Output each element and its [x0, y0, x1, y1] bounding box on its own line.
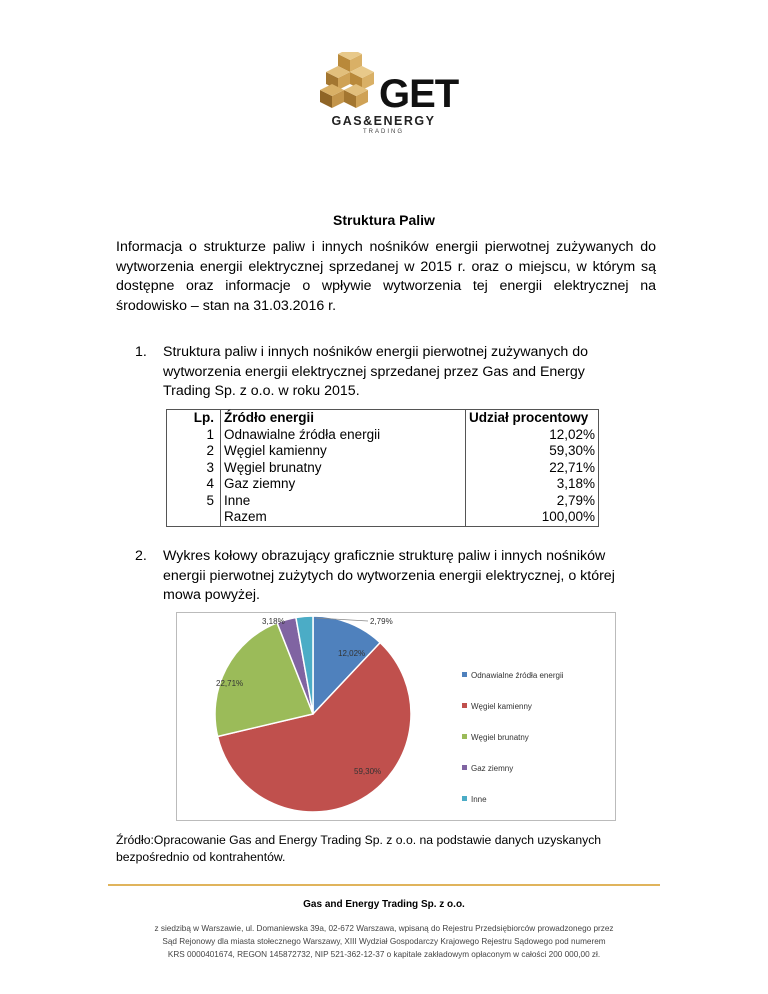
legend-swatch	[462, 796, 467, 801]
cell-lp: 5	[167, 493, 221, 510]
table-header-row	[167, 410, 599, 427]
legend-swatch	[462, 765, 467, 770]
table-row	[167, 460, 599, 477]
table-row	[167, 476, 599, 493]
legend-swatch	[462, 703, 467, 708]
cell-source: Gaz ziemny	[221, 476, 466, 493]
cell-lp: 1	[167, 427, 221, 444]
cell-lp: 3	[167, 460, 221, 477]
list-item-text: Struktura paliw i innych nośników energii pierwotnej zużywanych do wytworzenia energii elektrycznej sprzedanej przez Gas and Energy Trading Sp. z o.o. w roku 2015.	[163, 344, 589, 399]
document-title: Struktura Paliw	[333, 212, 435, 228]
logo-brand: GET	[379, 72, 459, 116]
cell-source: Inne	[221, 493, 466, 510]
cell-lp: 2	[167, 443, 221, 460]
table-row	[167, 443, 599, 460]
footer-line-2: Sąd Rejonowy dla miasta stołecznego Warszawy, XIII Wydział Gospodarczy Krajowego Rejestru Sądowego pod numerem	[162, 937, 606, 946]
cell-share: 59,30%	[466, 443, 599, 460]
footer-line-1: z siedzibą w Warszawie, ul. Domaniewska 39a, 02-672 Warszawa, wpisaną do Rejestru Przedsiębiorców prowadzonego przez	[154, 924, 614, 933]
cell-source: Węgiel brunatny	[221, 460, 466, 477]
cell-share: 3,18%	[466, 476, 599, 493]
list-item-number: 2.	[135, 548, 147, 564]
legend-label: Odnawialne źródła energii	[471, 671, 564, 680]
pie-data-label: 59,30%	[354, 767, 382, 776]
table-row	[167, 427, 599, 444]
cell-total-value: 100,00%	[466, 509, 599, 526]
pie-data-label: 2,79%	[370, 617, 393, 626]
source-note: Źródło:Opracowanie Gas and Energy Trading Sp. z o.o. na podstawie danych uzyskanych bezpośrednio od kontrahentów.	[116, 833, 602, 864]
cell-total-label: Razem	[221, 509, 466, 526]
cube-logo-icon	[316, 52, 380, 116]
fuel-structure-table	[166, 409, 599, 527]
list-item-text: Wykres kołowy obrazujący graficznie strukturę paliw i innych nośników energii pierwotnej zużytych do wytworzenia energii elektrycznej, o której mowa powyżej.	[163, 548, 615, 603]
pie-data-label: 3,18%	[262, 617, 285, 626]
cell-source: Węgiel kamienny	[221, 443, 466, 460]
header-share: Udział procentowy	[466, 410, 599, 427]
legend-label: Węgiel kamienny	[471, 702, 532, 711]
cell-source: Odnawialne źródła energii	[221, 427, 466, 444]
legend-swatch	[462, 734, 467, 739]
footer-divider	[108, 884, 660, 886]
pie-chart	[176, 612, 616, 822]
cell-lp: 4	[167, 476, 221, 493]
logo-trading: TRADING	[363, 129, 404, 135]
legend-label: Inne	[471, 795, 487, 804]
cell-share: 2,79%	[466, 493, 599, 510]
logo-subtitle: GAS&ENERGY	[331, 114, 436, 128]
cell-lp	[167, 509, 221, 526]
intro-paragraph: Informacja o strukturze paliw i innych nośników energii pierwotnej zużywanych do wytworzenia energii elektrycznej sprzedanej w 2015 r. oraz o miejscu, w którym są dostępne oraz informacje o wpływie wytworzenia tej energii elektrycznej na środowisko – stan na 31.03.2016 r.	[116, 239, 656, 314]
list-item-number: 1.	[135, 344, 147, 360]
cell-share: 12,02%	[466, 427, 599, 444]
table-row	[167, 493, 599, 510]
table-total-row	[167, 509, 599, 526]
cell-share: 22,71%	[466, 460, 599, 477]
legend-label: Węgiel brunatny	[471, 733, 529, 742]
header-source: Źródło energii	[221, 410, 466, 427]
pie-data-label: 22,71%	[216, 679, 244, 688]
footer-company: Gas and Energy Trading Sp. z o.o.	[303, 899, 465, 910]
legend-swatch	[462, 672, 467, 677]
pie-data-label: 12,02%	[338, 649, 366, 658]
header-lp: Lp.	[167, 410, 221, 427]
footer-line-3: KRS 0000401674, REGON 145872732, NIP 521-362-12-37 o kapitale zakładowym opłaconym w całości 200 000,00 zł.	[167, 950, 601, 959]
footer-registration	[90, 922, 678, 961]
legend-label: Gaz ziemny	[471, 764, 514, 773]
